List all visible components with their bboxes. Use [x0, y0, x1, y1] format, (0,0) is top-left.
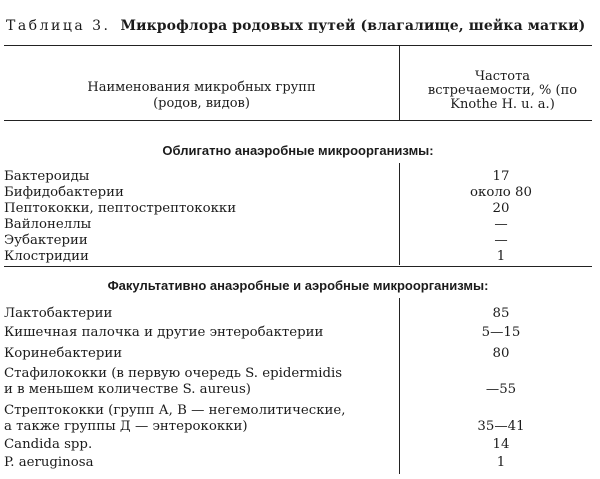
row-name: Лактобактерии [4, 306, 113, 321]
row-value: — [494, 233, 508, 248]
row-value: 35—41 [477, 419, 525, 434]
section1-column-divider [399, 163, 400, 265]
table-number: Таблица 3. [6, 18, 111, 34]
row-value: —55 [485, 382, 517, 397]
row-value: 1 [496, 455, 506, 470]
row-name-line2: а также группы Д — энтерококки) [4, 419, 248, 434]
top-rule [4, 45, 592, 46]
row-value: — [494, 217, 508, 232]
row-name: Эубактерии [4, 233, 88, 248]
row-value: 14 [492, 437, 510, 452]
row-name: Коринебактерии [4, 346, 123, 361]
header-column-divider [399, 46, 400, 120]
section2-column-divider [399, 298, 400, 474]
row-value: 20 [492, 201, 510, 216]
table-title: Микрофлора родовых путей (влагалище, шейка матки) [120, 18, 586, 34]
row-name-line2: и в меньшем количестве S. aureus) [4, 382, 251, 397]
table-caption [6, 18, 585, 34]
row-name: Пептококки, пептострептококки [4, 201, 237, 216]
header-groups-line1: Наименования микробных групп [87, 80, 316, 95]
section-title-anaerobic: Облигатно анаэробные микроорганизмы: [162, 143, 434, 158]
row-value: 17 [492, 169, 510, 184]
row-name-line1: Стафилококки (в первую очередь S. epidermidis [4, 366, 343, 381]
header-groups-line2: (родов, видов) [153, 96, 250, 111]
row-name: Клостридии [4, 249, 89, 264]
header-frequency-line3: Knothe H. u. a.) [450, 97, 555, 112]
row-name: Бактероиды [4, 169, 90, 184]
header-rule [4, 120, 592, 121]
header-frequency [405, 70, 600, 112]
section-title-facultative: Факультативно анаэробные и аэробные микроорганизмы: [107, 278, 489, 293]
header-frequency-line1: Частота [474, 69, 531, 84]
row-value: 85 [492, 306, 510, 321]
row-name-line1: Стрептококки (групп А, В — негемолитические, [4, 403, 346, 418]
row-name: Candida spp. [4, 437, 93, 452]
row-name: Бифидобактерии [4, 185, 124, 200]
section1-rule [4, 266, 592, 267]
row-value: 5—15 [481, 325, 521, 340]
row-name: Кишечная палочка и другие энтеробактерии [4, 325, 324, 340]
row-value: 80 [492, 346, 510, 361]
header-frequency-line2: встречаемости, % (по [427, 83, 578, 98]
row-name: Вайлонеллы [4, 217, 92, 232]
row-name: P. aeruginosa [4, 455, 94, 470]
row-value: около 80 [470, 185, 532, 200]
row-value: 1 [496, 249, 506, 264]
header-groups [4, 80, 399, 112]
